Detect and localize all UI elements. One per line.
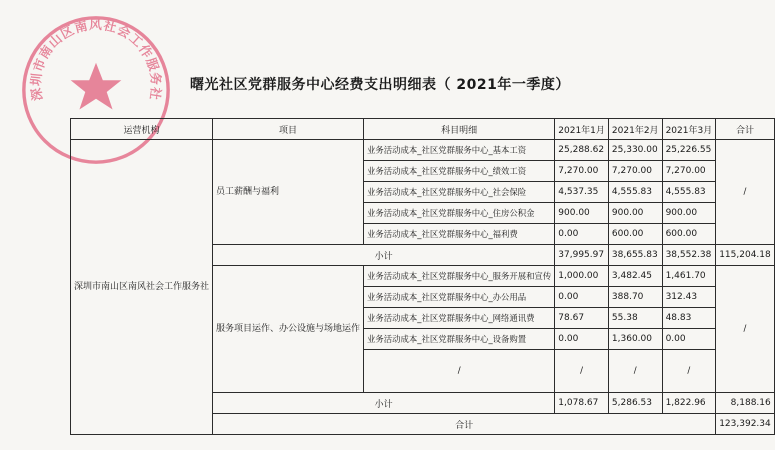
- value-mar: 7,270.00: [662, 161, 716, 182]
- value-jan: 25,288.62: [555, 140, 609, 161]
- value-jan: 900.00: [555, 203, 609, 224]
- value-mar: /: [662, 350, 716, 393]
- subtotal-label: 小计: [213, 245, 555, 266]
- org-name: 深圳市南山区南风社会工作服务社: [71, 140, 213, 435]
- value-feb: 3,482.45: [608, 266, 662, 287]
- value-mar: 900.00: [662, 203, 716, 224]
- header-feb: 2021年2月: [608, 119, 662, 140]
- seal-text: 深圳市南山区南风社会工作服务社: [28, 17, 164, 102]
- subtotal-jan: 37,995.97: [555, 245, 609, 266]
- value-feb: /: [608, 350, 662, 393]
- item-name: 业务活动成本_社区党群服务中心_网络通讯费: [364, 308, 555, 329]
- value-jan: 78.67: [555, 308, 609, 329]
- value-jan: /: [555, 350, 609, 393]
- subtotal-feb: 38,655.83: [608, 245, 662, 266]
- value-mar: 312.43: [662, 287, 716, 308]
- value-jan: 0.00: [555, 287, 609, 308]
- item-name: 业务活动成本_社区党群服务中心_服务开展和宣传: [364, 266, 555, 287]
- value-jan: 0.00: [555, 329, 609, 350]
- value-jan: 7,270.00: [555, 161, 609, 182]
- item-name: 业务活动成本_社区党群服务中心_福利费: [364, 224, 555, 245]
- value-feb: 1,360.00: [608, 329, 662, 350]
- subtotal-total: 115,204.18: [716, 245, 775, 266]
- header-total: 合计: [716, 119, 775, 140]
- value-mar: 600.00: [662, 224, 716, 245]
- value-feb: 600.00: [608, 224, 662, 245]
- value-jan: 0.00: [555, 224, 609, 245]
- value-feb: 900.00: [608, 203, 662, 224]
- group-total-mark: /: [716, 140, 775, 245]
- category-operations: 服务项目运作、办公设施与场地运作: [213, 266, 364, 393]
- subtotal-feb: 5,286.53: [608, 393, 662, 414]
- header-mar: 2021年3月: [662, 119, 716, 140]
- value-mar: 1,461.70: [662, 266, 716, 287]
- header-org: 运营机构: [71, 119, 213, 140]
- item-name: 业务活动成本_社区党群服务中心_设备购置: [364, 329, 555, 350]
- value-feb: 55.38: [608, 308, 662, 329]
- subtotal-mar: 38,552.38: [662, 245, 716, 266]
- subtotal-label: 小计: [213, 393, 555, 414]
- header-row: [71, 119, 775, 140]
- value-feb: 388.70: [608, 287, 662, 308]
- subtotal-jan: 1,078.67: [555, 393, 609, 414]
- group-total-mark: /: [716, 266, 775, 393]
- grand-total-value: 123,392.34: [716, 414, 775, 435]
- value-mar: 25,226.55: [662, 140, 716, 161]
- item-name: 业务活动成本_社区党群服务中心_住房公积金: [364, 203, 555, 224]
- value-mar: 48.83: [662, 308, 716, 329]
- expense-table: [70, 118, 775, 435]
- subtotal-mar: 1,822.96: [662, 393, 716, 414]
- header-detail: 科目明细: [364, 119, 555, 140]
- item-name: 业务活动成本_社区党群服务中心_绩效工资: [364, 161, 555, 182]
- item-name: 业务活动成本_社区党群服务中心_办公用品: [364, 287, 555, 308]
- item-name: 业务活动成本_社区党群服务中心_基本工资: [364, 140, 555, 161]
- value-feb: 4,555.83: [608, 182, 662, 203]
- value-feb: 25,330.00: [608, 140, 662, 161]
- page-title: 曙光社区党群服务中心经费支出明细表（ 2021年一季度）: [190, 77, 570, 93]
- grand-total-label: 合计: [213, 414, 716, 435]
- value-mar: 0.00: [662, 329, 716, 350]
- header-jan: 2021年1月: [555, 119, 609, 140]
- table-row: [71, 140, 775, 161]
- value-feb: 7,270.00: [608, 161, 662, 182]
- item-name: 业务活动成本_社区党群服务中心_社会保险: [364, 182, 555, 203]
- header-project: 项目: [213, 119, 364, 140]
- value-mar: 4,555.83: [662, 182, 716, 203]
- item-name: /: [364, 350, 555, 393]
- subtotal-total: 8,188.16: [716, 393, 775, 414]
- value-jan: 4,537.35: [555, 182, 609, 203]
- value-jan: 1,000.00: [555, 266, 609, 287]
- category-salary: 员工薪酬与福利: [213, 140, 364, 245]
